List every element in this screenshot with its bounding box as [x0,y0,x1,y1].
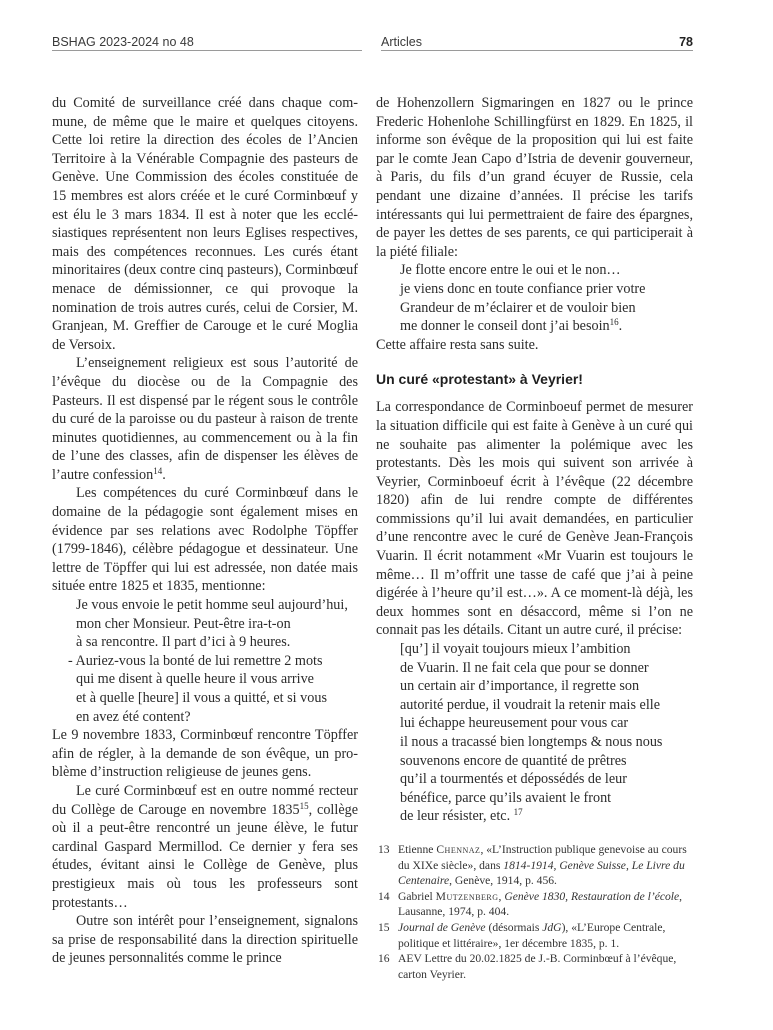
footnote-text-part: , Lausanne, 1974, p. 404. [398,889,683,919]
quote-line: Grandeur de m’éclairer et de vouloir bien [400,299,636,316]
quote-line: qu’il a tourmentés et dépossédés de leur [400,771,627,788]
footnote-text: AEV Lettre du 20.02.1825 de J.-B. Corminbœuf à l’évêque, carton Veyrier. [398,952,677,981]
quote-line: qui me disent à quelle heure il vous arrive [76,671,314,688]
paragraph: Outre son intérêt pour l’enseignement, signalons sa prise de responsabilité dans la direction spirituelle de jeunes personnalités comme le prince [52,913,358,967]
paragraph-text: L’enseignement religieux est sous l’autorité de l’évêque du diocèse ou de la Compagnie des Pasteurs. Il est dispensé par le régent sous le contrôle du curé de la paroisse ou du pasteur à raison de trente minutes quotidiennes, au commencement ou à la fin de l’une des classes, afin de dispenser les élèves de l’autre confession [52,355,358,483]
footnotes [378,842,698,982]
footnote-text-part: ), «L’Europe Centrale, politique et littéraire», 1er décembre 1835, p. 1. [398,920,666,950]
quote-line: bénéfice, parce qu’ils avaient le front [400,789,612,806]
work-title: Journal de Genève [398,920,486,934]
journal-title: BSHAG 2023-2024 no 48 [52,35,194,49]
footnote-text [398,889,698,920]
paragraph: Les compétences du curé Corminbœuf dans le domaine de la pédagogie sont également mises en évidence par ses relations avec Rodolphe Töpffer (1799-1846), célèbre pédagogue et dessinateur. Une lettre de Töpffer qui lui est adressée, non datée mais située entre 1825 et 1835, mentionne: [52,485,358,595]
page-number: 78 [679,35,693,49]
quote-line: [qu’] il voyait toujours mieux l’ambition [400,641,631,658]
footnote-ref[interactable]: 15 [299,800,309,811]
footnote-ref[interactable]: 17 [513,807,523,818]
paragraph: Cette affaire resta sans suite. [376,336,539,353]
quote-line: - Auriez-vous la bonté de lui remettre 2 mots [68,652,323,669]
footnote-13 [378,842,698,889]
footnote-ref[interactable]: 14 [153,465,163,476]
paragraph-text: , collège où il a peut-être rencontré un jeune élève, le futur cardinal Gaspard Mermillod. Ce dernier y fera ses études, évitant ainsi le Collège de Genève, plus prestigieux mais où tous les professeurs sont protestants… [52,801,359,911]
paragraph [52,782,358,912]
quote-line: Je vous envoie le petit homme seul aujourd’hui, [76,597,348,614]
running-header-journal [52,34,362,51]
abbreviation: JdG [542,920,562,934]
quote-line: autorité perdue, il voudrait la retenir mais elle [400,696,661,713]
quote-line: me donner le conseil dont j’ai besoin$^{16}$. [400,317,623,335]
footnote-text-part: Gabriel [398,889,436,903]
paragraph-text: Le curé Corminbœuf est en outre nommé recteur du Collège de Carouge en novembre 1835 [52,782,358,818]
author-name: Mutzenberg [435,889,499,903]
footnote-text-part: , Genève, 1914, p. 456. [449,874,557,888]
quote-line: en avez été content? [76,708,191,725]
quote-line: mon cher Monsieur. Peut-être ira-t-on [76,615,291,632]
right-column [376,94,693,826]
quote-line: souvenons encore de quantité de prêtres [400,752,627,769]
footnote-text-part: , «L’Instruction publique genevoise au cours du XIXe siècle», dans [398,843,687,872]
quote-line: Je flotte encore entre le oui et le non… [400,262,621,279]
work-title: Genève 1830, Restauration de l’école [504,889,680,903]
paragraph: Le 9 novembre 1833, Corminbœuf rencontre Töpffer afin de régler, à la demande de son évêque, un problème d’instruction religieuse de jeunes gens. [52,727,358,781]
paragraph: La correspondance de Corminboeuf permet de mesurer la situation difficile qui est faite à Genève à un curé qui ne souhaite pas alimenter la polémique avec les protestants. Dès les mois qui suivent son arrivée à Veyrier, Corminboeuf écrit à l’évêque (22 décembre 1820) afin de lui rendre compte de différentes commissions qu’il lui avait demandées, en particulier d’une rencontre avec le curé de Genève Jean-François Vuarin. Il écrit notamment «Mr Vuarin est toujours le même… Il m’offrit une tasse de café que j’ai à peine digérée à l’heure qu’il est…». A ce moment-là déjà, les deux hommes sont en désaccord, même si l’on ne connait pas les détails. Citant un autre curé, il précise: [376,399,693,639]
section-heading: Un curé «protestant» à Veyrier! [376,371,583,388]
paragraph: du Comité de surveillance créé dans chaque commune, de même que le maire et quelques citoyens. Cette loi retire la direction des écoles de l’Ancien Territoire à la Vénérable Compagnie des pasteurs de Genève. Une Commission des écoles constituée de 15 membres est alors créée et le curé Corminbœuf y est élu le 3 mars 1834. Il est à noter que les ecclésiastiques représentent non leurs Eglises respectives, mais des compétences reconnues. Les curés étant minoritaires (deux contre cinq pasteurs), Corminbœuf menace de démissionner, ce qui provoque la nomination de trois autres curés, celui de Corsier, M. Granjean, M. Greffier de Carouge et le curé Moglia de Versoix. [52,95,358,353]
footnote-14 [378,889,698,920]
quote-line: il nous a tracassé bien longtemps & nous nous [400,734,663,750]
quote-line: un certain air d’importance, il regrette son [400,678,640,695]
footnote-ref[interactable]: 16 [609,317,619,328]
quote-line: lui échappe heureusement pour vous car [400,715,629,732]
footnote-15 [378,920,698,951]
footnote-text-part: (désormais [485,920,543,934]
footnote-number: 14 [378,889,390,903]
block-quote [400,261,693,335]
author-name: Chennaz [436,843,481,856]
work-title: 1814-1914, Genève Suisse, Le Livre du Centenaire [398,858,685,888]
footnote-number: 13 [378,843,390,856]
footnote-text [398,842,698,889]
quote-line [400,807,693,826]
running-header-section [381,34,693,51]
section-name: Articles [381,35,422,49]
quote-line: et à quelle [heure] il vous a quitté, et si vous [76,690,327,706]
block-quote [400,640,693,826]
footnote-16 [378,951,698,982]
left-column [52,94,358,968]
paragraph: L’enseignement religieux est sous l’autorité de l’évêque du diocèse ou de la Compagnie des Pasteurs. Il est dispensé par le régent sous le contrôle du curé de la paroisse ou du pasteur à raison de trente minutes quotidiennes, au commencement ou à la fin de l’une des classes, afin de dispenser les élèves de l’autre confession$^{14}$. [52,355,358,483]
footnote-number: 16 [378,952,390,966]
quote-line: de Vuarin. Il ne fait cela que pour se donner [400,659,649,676]
quote-text: de leur résister, etc. [400,808,511,825]
quote-line: à sa rencontre. Il part d’ici à 9 heures. [76,634,291,651]
footnote-text-part: Etienne [398,843,437,856]
footnote-number: 15 [378,920,390,934]
footnote-text [398,920,698,951]
paragraph: de Hohenzollern Sigmaringen en 1827 ou le prince Frederic Hohenlohe Schillingfürst en 1829. En 1825, il informe son évêque de la proposition qui lui est faite par le comte Jean Capo d’Istria de devenir gouverneur, à Paris, du fils d’un grand écuyer de Russie, cela pendant une dizaine d’années. Il précise les tarifs intéressants qui lui permettraient de faire des épargnes, de payer les dettes de ses parents, ce qui participerait à la piété filiale: [376,95,693,260]
footnote-text-part: , [498,889,505,903]
quote-line: je viens donc en toute confiance prier votre [400,280,646,297]
quote-text: me donner le conseil dont j’ai besoin [400,318,610,335]
block-quote [68,596,358,726]
